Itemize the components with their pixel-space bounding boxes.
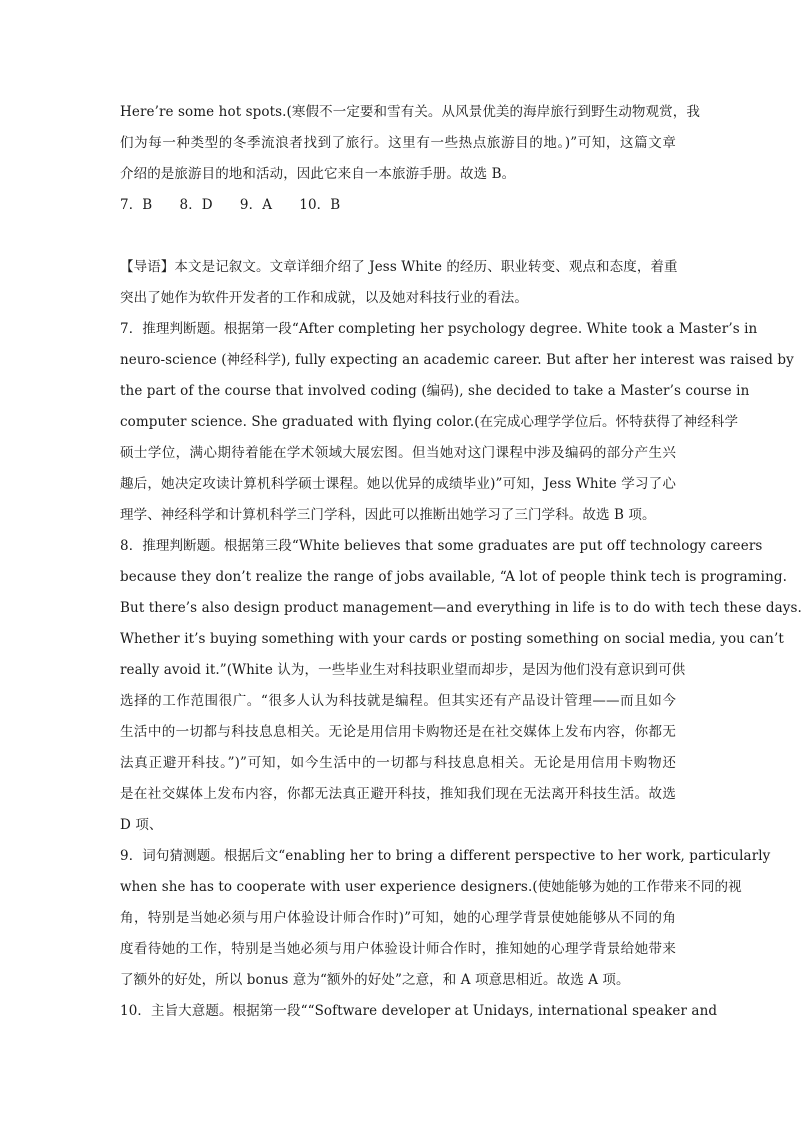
question-9-line: 9．词句猜测题。根据后文“enabling her to bring a different perspective to her work, particularly [120,848,771,864]
text-line: 们为每一种类型的冬季流浪者找到了旅行。这里有一些热点旅游目的地。)”可知，这篇文章 [120,135,676,151]
text-line: 理学、神经科学和计算机科学三门学科，因此可以推断出她学习了三门学科。故选 B 项。 [120,507,656,523]
text-line: Here’re some hot spots.(寒假不一定要和雪有关。从风景优美的海岸旅行到野生动物观赏，我 [120,104,700,120]
text-line: 选择的工作范围很广。“很多人认为科技就是编程。但其实还有产品设计管理——而且如今 [120,693,676,709]
text-line: 突出了她作为软件开发者的工作和成就，以及她对科技行业的看法。 [120,290,528,306]
text-line: 生活中的一切都与科技息息相关。无论是用信用卡购物还是在社交媒体上发布内容，你都无 [120,724,676,740]
text-line: the part of the course that involved coding (编码), she decided to take a Master’s course in [120,383,750,399]
question-8-line: 8．推理判断题。根据第三段“White believes that some graduates are put off technology careers [120,538,763,554]
text-line: But there’s also design product management—and everything in life is to do with tech these days. [120,600,802,616]
text-line: when she has to cooperate with user experience designers.(使她能够为她的工作带来不同的视 [120,879,742,895]
answer-key-line: 7．B 8．D 9．A 10．B [120,197,341,213]
text-line: 度看待她的工作，特别是当她必须与用户体验设计师合作时，推知她的心理学背景给她带来 [120,941,676,957]
text-line: 介绍的是旅游目的地和活动，因此它来自一本旅游手册。故选 B。 [120,166,516,182]
intro-heading-line: 【导语】本文是记叙文。文章详细介绍了 Jess White 的经历、职业转变、观点和态度，着重 [120,259,678,275]
text-line: computer science. She graduated with flying color.(在完成心理学学位后。怀特获得了神经科学 [120,414,739,430]
text-line: 角，特别是当她必须与用户体验设计师合作时)”可知，她的心理学背景使她能够从不同的角 [120,910,676,926]
question-7-line: 7．推理判断题。根据第一段“After completing her psychology degree. White took a Master’s in [120,321,758,337]
text-line: 是在社交媒体上发布内容，你都无法真正避开科技，推知我们现在无法离开科技生活。故选 [120,786,676,802]
text-line: 硕士学位，满心期待着能在学术领域大展宏图。但当她对这门课程中涉及编码的部分产生兴 [120,445,676,461]
question-10-line: 10．主旨大意题。根据第一段““Software developer at Unidays, international speaker and [120,1003,718,1019]
text-line: 法真正避开科技。”)”可知，如今生活中的一切都与科技息息相关。无论是用信用卡购物还 [120,755,676,771]
text-line: D 项、 [120,817,163,833]
text-line: 了额外的好处，所以 bonus 意为“额外的好处”之意，和 A 项意思相近。故选 A 项。 [120,972,630,988]
text-line: really avoid it.”(White 认为，一些毕业生对科技职业望而却步，是因为他们没有意识到可供 [120,662,686,678]
text-line: 趣后，她决定攻读计算机科学硕士课程。她以优异的成绩毕业)”可知，Jess White 学习了心 [120,476,676,492]
text-line: because they don’t realize the range of jobs available, “A lot of people think tech is programing. [120,569,788,585]
text-line: neuro-science (神经科学), fully expecting an academic career. But after her interest was raised by [120,352,794,368]
text-line: Whether it’s buying something with your cards or posting something on social media, you can’t [120,631,784,647]
